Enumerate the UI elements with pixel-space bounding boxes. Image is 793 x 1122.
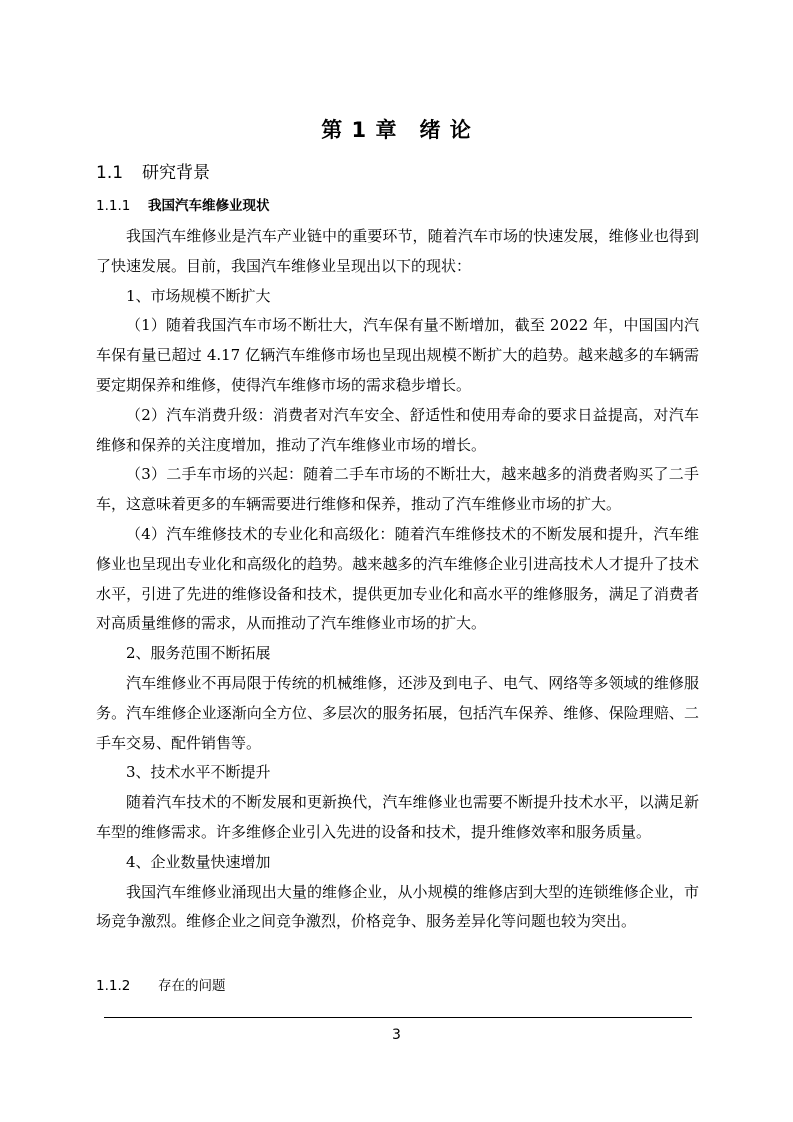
paragraph: 汽车维修业不再局限于传统的机械维修，还涉及到电子、电气、网络等多领域的维修服务。汽车维修企业逐渐向全方位、多层次的服务拓展，包括汽车保养、维修、保险理赔、二手车交易、配件销售等。: [96, 673, 699, 752]
paragraph: （1）随着我国汽车市场不断壮大，汽车保有量不断增加，截至 2022 年，中国国内汽车保有量已超过 4.17 亿辆汽车维修市场也呈现出规模不断扩大的趋势。越来越多的车辆需要定期保养和维修，使得汽车维修市场的需求稳步增长。: [96, 316, 699, 394]
paragraph: （4）汽车维修技术的专业化和高级化：随着汽车维修技术的不断发展和提升，汽车维修业也呈现出专业化和高级化的趋势。越来越多的汽车维修企业引进高技术人才提升了技术水平，引进了先进的维修设备和技术，提供更加专业化和高水平的维修服务，满足了消费者对高质量维修的需求，从而推动了汽车维修业市场的扩大。: [96, 524, 699, 633]
page-number: 3: [392, 1027, 401, 1043]
chapter-title: 第 1 章 绪 论: [321, 118, 472, 142]
subsection-number: 1.1.2: [96, 978, 131, 994]
paragraph: 我国汽车维修业是汽车产业链中的重要环节，随着汽车市场的快速发展，维修业也得到了快速发展。目前，我国汽车维修业呈现出以下的现状：: [96, 227, 699, 275]
body-text: [96, 222, 699, 937]
subsection-heading-1: [96, 194, 270, 214]
section-number: 1.1: [96, 163, 124, 183]
section-title: 研究背景: [142, 163, 210, 183]
list-heading: 2、服务范围不断拓展: [126, 644, 271, 663]
list-heading: 4、企业数量快速增加: [126, 852, 271, 871]
paragraph: 我国汽车维修业涌现出大量的维修企业，从小规模的维修店到大型的连锁维修企业，市场竞争激烈。维修企业之间竞争激烈，价格竞争、服务差异化等问题也较为突出。: [96, 882, 699, 931]
subsection-number: 1.1.1: [96, 198, 131, 214]
list-heading: 3、技术水平不断提升: [126, 763, 271, 782]
list-heading: 1、市场规模不断扩大: [126, 286, 271, 305]
subsection-title: 存在的问题: [158, 978, 226, 994]
subsection-heading-2: [96, 974, 226, 994]
subsection-title: 我国汽车维修业现状: [148, 198, 270, 214]
paragraph: 随着汽车技术的不断发展和更新换代，汽车维修业也需要不断提升技术水平，以满足新车型的维修需求。许多维修企业引入先进的设备和技术，提升维修效率和服务质量。: [96, 793, 699, 841]
paragraph: （2）汽车消费升级：消费者对汽车安全、舒适性和使用寿命的要求日益提高，对汽车维修和保养的关注度增加，推动了汽车维修业市场的增长。: [96, 405, 699, 454]
footer-divider: [104, 1017, 692, 1018]
section-heading: [96, 158, 210, 183]
paragraph: （3）二手车市场的兴起：随着二手车市场的不断壮大，越来越多的消费者购买了二手车，这意味着更多的车辆需要进行维修和保养，推动了汽车维修业市场的扩大。: [96, 465, 699, 514]
